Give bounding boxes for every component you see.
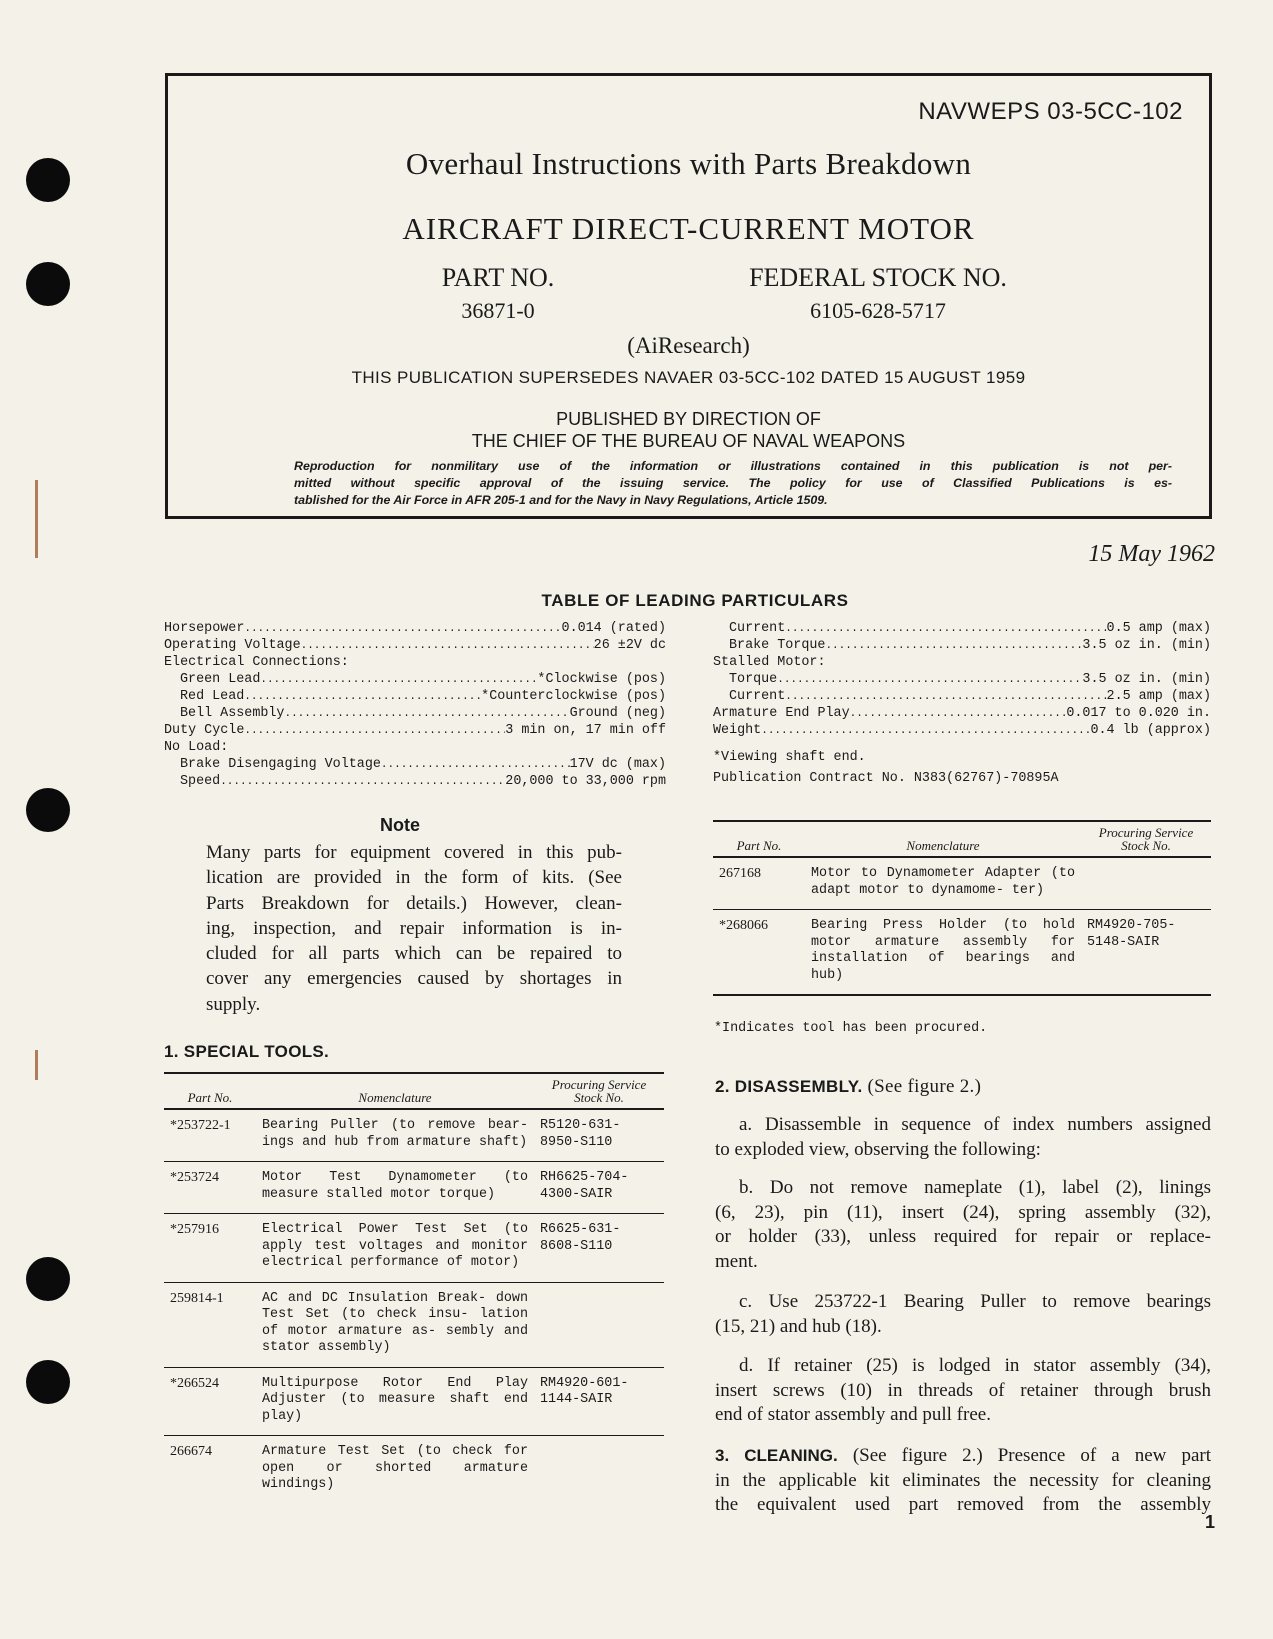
- disassembly-heading: 2. DISASSEMBLY. (See figure 2.): [715, 1076, 982, 1097]
- binder-hole: [26, 788, 70, 832]
- title-block: [165, 73, 1212, 519]
- special-tools-table-continued: [713, 820, 1211, 996]
- particular-row: Operating Voltage ..... 26 ±2V dc: [164, 637, 666, 654]
- table-row: *253724 Motor Test Dynamometer (to measure stalled motor torque) RH6625-704- 4300-SAIR: [164, 1162, 664, 1214]
- special-tools-table: [164, 1072, 664, 1504]
- particular-row: Bell Assembly ..... Ground (neg): [164, 705, 666, 722]
- particular-row: Torque ..... 3.5 oz in. (min): [713, 671, 1211, 688]
- publication-date: 15 May 1962: [1088, 541, 1215, 567]
- published-by: PUBLISHED BY DIRECTION OF THE CHIEF OF THE BUREAU OF NAVAL WEAPONS: [471, 409, 906, 451]
- particular-row: Current ..... 2.5 amp (max): [713, 688, 1211, 705]
- supersedes-notice: THIS PUBLICATION SUPERSEDES NAVAER 03-5CC-102 DATED 15 AUGUST 1959: [351, 368, 1026, 387]
- particular-group-label: Electrical Connections:: [164, 655, 349, 670]
- leading-particulars-right: [713, 620, 1211, 789]
- particular-row: Weight ..... 0.4 lb (approx): [713, 722, 1211, 739]
- particular-row: Red Lead ..... *Counterclockwise (pos): [164, 688, 666, 705]
- particular-group-label: Stalled Motor:: [713, 655, 826, 670]
- table-header-row: [164, 1073, 664, 1109]
- particular-group-label: No Load:: [164, 740, 229, 755]
- cleaning-heading: 3. CLEANING.: [715, 1446, 838, 1465]
- table-row: 266674 Armature Test Set (to check for open or shorted armature windings): [170, 1444, 528, 1492]
- particular-row: Horsepower ..... 0.014 (rated): [164, 620, 666, 637]
- table-row: 267168 Motor to Dynamometer Adapter (to adapt motor to dynamome- ter): [713, 857, 1211, 910]
- part-no-label: PART NO.: [441, 263, 555, 292]
- publication-number: NAVWEPS 03-5CC-102: [918, 98, 1183, 125]
- table-row: *257916 Electrical Power Test Set (to apply test voltages and monitor electrical performance of motor) R6625-631- 8608-S110: [164, 1214, 664, 1283]
- leading-particulars-left: [164, 620, 666, 790]
- column-header: Procuring Service Stock No.: [1081, 821, 1211, 857]
- note-heading: Note: [380, 815, 420, 835]
- particular-row: Speed ..... 20,000 to 33,000 rpm: [164, 773, 666, 790]
- table-row: *253722-1 Bearing Puller (to remove bear- ings and hub from armature shaft) R5120-631- 8950-S110: [164, 1109, 664, 1162]
- manufacturer: (AiResearch): [627, 333, 750, 358]
- document-title: Overhaul Instructions with Parts Breakdown: [405, 146, 972, 181]
- stock-no-label: FEDERAL STOCK NO.: [749, 263, 1007, 292]
- contract-number: Publication Contract No. N383(62767)-70895A: [713, 771, 1059, 786]
- column-header: Procuring Service Stock No.: [534, 1073, 664, 1109]
- column-header: Nomenclature: [805, 821, 1081, 857]
- binder-hole: [26, 158, 70, 202]
- table-row: 259814-1 AC and DC Insulation Break- down Test Set (to check insu- lation of motor armature as- sembly and stator assembly): [164, 1282, 664, 1367]
- binder-hole: [26, 1257, 70, 1301]
- particular-row: Current ..... 0.5 amp (max): [713, 620, 1211, 637]
- binder-hole: [26, 1360, 70, 1404]
- disassembly-step-d: d. If retainer (25) is lodged in stator assembly (34), insert screws (10) in threads of retainer through brush end of stator assembly and pull free.: [715, 1355, 1211, 1425]
- binder-hole: [26, 262, 70, 306]
- page-number: 1: [1204, 1512, 1215, 1532]
- disassembly-step-b: b. Do not remove nameplate (1), label (2), linings (6, 23), pin (11), insert (24), spring assembly (32), or holder (33), unless required for repair or replace- ment.: [715, 1177, 1211, 1272]
- table-row: *266524 Multipurpose Rotor End Play Adjuster (to measure shaft end play) RM4920-601- 1144-SAIR: [164, 1367, 664, 1436]
- particular-row: Brake Disengaging Voltage ..... 17V dc (max): [164, 756, 666, 773]
- reproduction-notice: Reproduction for nonmilitary use of the information or illustrations contained in this publication is not per- mitted without specific approval of the issuing service. The policy for use of Classified Publications is es- tablished for the Air Force in AFR 205-1 and for the Navy in Navy Regulations, Article 1509.: [294, 459, 1172, 507]
- table-row: *268066 Bearing Press Holder (to hold motor armature assembly for installation of bearings and hub) RM4920-705- 5148-SAIR: [713, 910, 1211, 996]
- part-no-value: 36871-0: [461, 298, 535, 323]
- document-subtitle: AIRCRAFT DIRECT-CURRENT MOTOR: [402, 211, 975, 246]
- stock-no-value: 6105-628-5717: [810, 298, 946, 323]
- disassembly-step-c: c. Use 253722-1 Bearing Puller to remove bearings (15, 21) and hub (18).: [715, 1291, 1211, 1337]
- table-header-row: [713, 821, 1211, 857]
- particular-row: Armature End Play ..... 0.017 to 0.020 in.: [713, 705, 1211, 722]
- note-body: Many parts for equipment covered in this pub- lication are provided in the form of kits. (See Parts Breakdown for details.) However, clean- ing, inspection, and repair information is in- cluded for all parts which can be repaired to cover any emergencies caused by shortages in supply.: [206, 842, 622, 1015]
- margin-mark: [35, 1050, 38, 1080]
- particular-row: Duty Cycle ..... 3 min on, 17 min off: [164, 722, 666, 739]
- column-header: Nomenclature: [256, 1073, 534, 1109]
- cleaning-section: 3. CLEANING. (See figure 2.) Presence of a new part in the applicable kit eliminates the necessity for cleaning the equivalent used part removed from the assembly: [715, 1445, 1212, 1515]
- particular-row: Brake Torque ..... 3.5 oz in. (min): [713, 637, 1211, 654]
- particular-row: Green Lead ..... *Clockwise (pos): [164, 671, 666, 688]
- special-tools-heading: 1. SPECIAL TOOLS.: [164, 1042, 330, 1061]
- column-header: Part No.: [164, 1073, 256, 1109]
- procured-footnote: *Indicates tool has been procured.: [714, 1021, 988, 1036]
- margin-mark: [35, 480, 38, 558]
- column-header: Part No.: [713, 821, 805, 857]
- leading-particulars-title: TABLE OF LEADING PARTICULARS: [541, 591, 849, 610]
- disassembly-step-a: a. Disassemble in sequence of index numbers assigned to exploded view, observing the following:: [715, 1114, 1211, 1160]
- viewing-footnote: *Viewing shaft end.: [713, 750, 866, 765]
